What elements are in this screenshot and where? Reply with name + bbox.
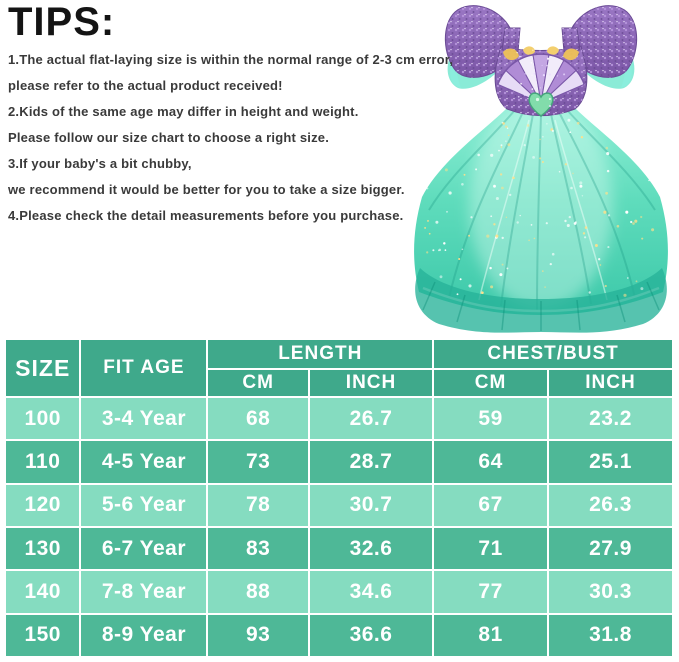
cell-size: 140 xyxy=(5,570,80,613)
cell-length_cm: 68 xyxy=(207,397,309,440)
cell-chest_cm: 67 xyxy=(433,484,548,527)
cell-length_inch: 30.7 xyxy=(309,484,433,527)
header-length-inch: INCH xyxy=(309,369,433,397)
tips-line: 3.If your baby's a bit chubby, xyxy=(8,156,192,171)
cell-chest_cm: 64 xyxy=(433,440,548,483)
table-row xyxy=(5,440,673,483)
tips-heading: TIPS: xyxy=(8,0,116,44)
cell-size: 120 xyxy=(5,484,80,527)
cell-length_inch: 26.7 xyxy=(309,397,433,440)
cell-length_cm: 93 xyxy=(207,614,309,657)
header-chest-inch: INCH xyxy=(548,369,673,397)
cell-chest_inch: 23.2 xyxy=(548,397,673,440)
cell-chest_inch: 30.3 xyxy=(548,570,673,613)
cell-length_inch: 34.6 xyxy=(309,570,433,613)
cell-length_cm: 83 xyxy=(207,527,309,570)
cell-size: 110 xyxy=(5,440,80,483)
tips-lines xyxy=(8,52,453,223)
cell-fit_age: 4-5 Year xyxy=(80,440,207,483)
cell-length_cm: 88 xyxy=(207,570,309,613)
cell-chest_cm: 71 xyxy=(433,527,548,570)
table-row xyxy=(5,527,673,570)
cell-fit_age: 7-8 Year xyxy=(80,570,207,613)
cell-chest_cm: 81 xyxy=(433,614,548,657)
cell-chest_inch: 25.1 xyxy=(548,440,673,483)
tips-line: Please follow our size chart to choose a right size. xyxy=(8,130,330,145)
dress-bodice xyxy=(495,28,587,116)
cell-chest_inch: 31.8 xyxy=(548,614,673,657)
cell-length_cm: 78 xyxy=(207,484,309,527)
table-row xyxy=(5,614,673,657)
header-size: SIZE xyxy=(5,339,80,397)
cell-chest_cm: 77 xyxy=(433,570,548,613)
cell-fit_age: 6-7 Year xyxy=(80,527,207,570)
header-fit-age: FIT AGE xyxy=(80,339,207,397)
tips-line: 2.Kids of the same age may differ in height and weight. xyxy=(8,104,359,119)
cell-size: 150 xyxy=(5,614,80,657)
header-chest-cm: CM xyxy=(433,369,548,397)
cell-fit_age: 5-6 Year xyxy=(80,484,207,527)
cell-length_inch: 32.6 xyxy=(309,527,433,570)
cell-fit_age: 8-9 Year xyxy=(80,614,207,657)
header-length: LENGTH xyxy=(207,339,433,369)
cell-chest_inch: 26.3 xyxy=(548,484,673,527)
tips-section xyxy=(8,0,453,234)
tips-line: please refer to the actual product received! xyxy=(8,78,283,93)
tips-line: 1.The actual flat-laying size is within the normal range of 2-3 cm error, xyxy=(8,52,454,67)
size-chart-table xyxy=(4,338,674,658)
table-row xyxy=(5,570,673,613)
cell-chest_inch: 27.9 xyxy=(548,527,673,570)
size-chart-body xyxy=(5,397,673,657)
tips-line: 4.Please check the detail measurements before you purchase. xyxy=(8,208,404,223)
cell-size: 130 xyxy=(5,527,80,570)
cell-length_inch: 36.6 xyxy=(309,614,433,657)
cell-length_cm: 73 xyxy=(207,440,309,483)
cell-size: 100 xyxy=(5,397,80,440)
cell-fit_age: 3-4 Year xyxy=(80,397,207,440)
table-row xyxy=(5,484,673,527)
size-chart-header xyxy=(5,339,673,397)
cell-chest_cm: 59 xyxy=(433,397,548,440)
header-chest-bust: CHEST/BUST xyxy=(433,339,673,369)
table-row xyxy=(5,397,673,440)
cell-length_inch: 28.7 xyxy=(309,440,433,483)
tips-line: we recommend it would be better for you to take a size bigger. xyxy=(8,182,405,197)
header-length-cm: CM xyxy=(207,369,309,397)
